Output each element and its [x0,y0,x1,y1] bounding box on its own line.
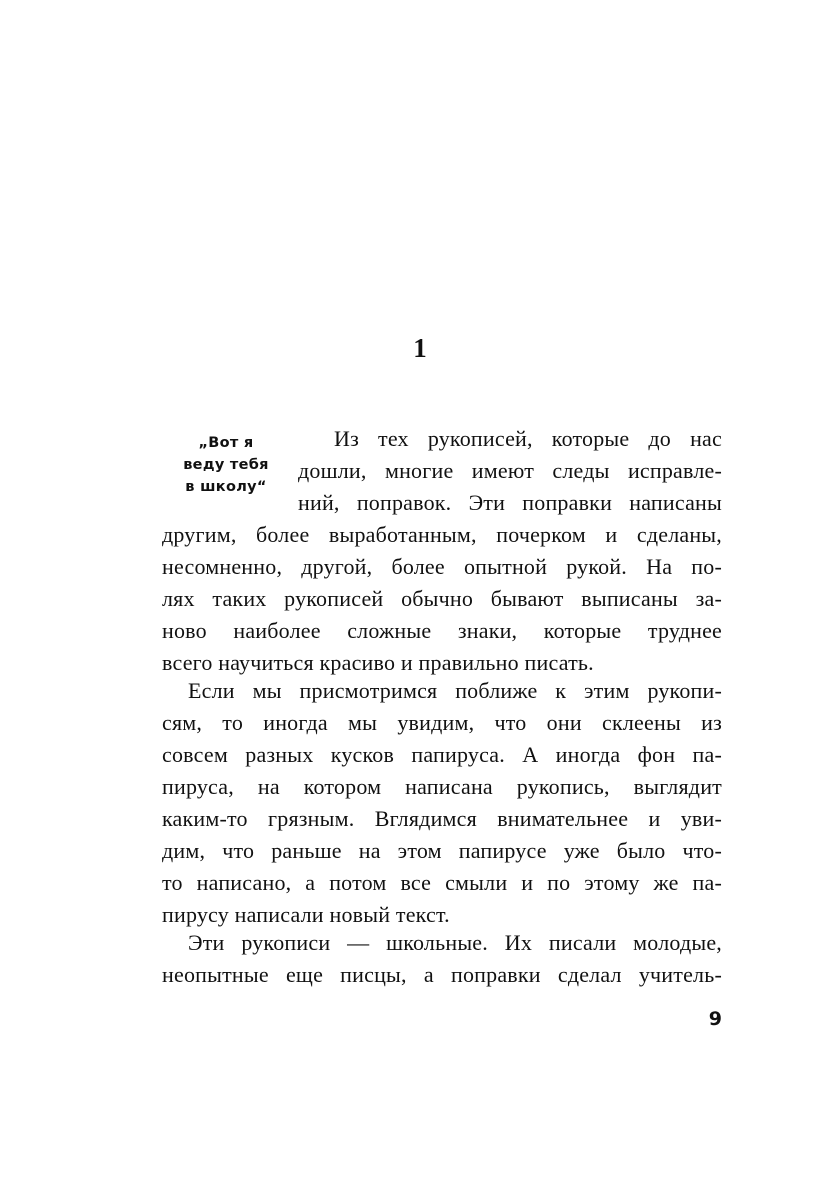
text-line: лях таких рукописей обычно бывают выписаны за- [162,586,722,611]
text-line: ний, поправок. Эти поправки написаны [298,490,722,515]
chapter-number: 1 [413,333,427,363]
text-line: совсем разных кусков папируса. А иногда фон па- [162,742,722,767]
text-line: другим, более выработанным, почерком и сделаны, [162,522,722,547]
text-line: всего научиться красиво и правильно писать. [162,650,594,675]
text-line: Эти рукописи — школьные. Их писали молодые, [188,930,722,955]
text-line: сям, то иногда мы увидим, что они склеены из [162,710,722,735]
text-line: дим, что раньше на этом папирусе уже было что- [162,838,722,863]
page-number: 9 [708,1008,722,1030]
margin-note [168,432,284,498]
text-line: ново наиболее сложные знаки, которые труднее [162,618,722,643]
text-line: Если мы присмотримся поближе к этим рукопи- [188,678,722,703]
margin-note-line: в школу“ [185,479,267,495]
text-line: несомненно, другой, более опытной рукой. На по- [162,554,722,579]
text-line: пирусу написали новый текст. [162,902,450,927]
text-line: дошли, многие имеют следы исправле- [298,458,722,483]
text-line: Из тех рукописей, которые до нас [334,426,722,451]
text-line: неопытные еще писцы, а поправки сделал учитель- [162,962,722,987]
text-line: каким-то грязным. Вглядимся внимательнее и уви- [162,806,722,831]
text-line: пируса, на котором написана рукопись, выглядит [162,774,722,799]
text-line: то написано, а потом все смыли и по этому же па- [162,870,722,895]
margin-note-line: „Вот я [198,435,254,451]
margin-note-line: веду тебя [183,457,269,473]
